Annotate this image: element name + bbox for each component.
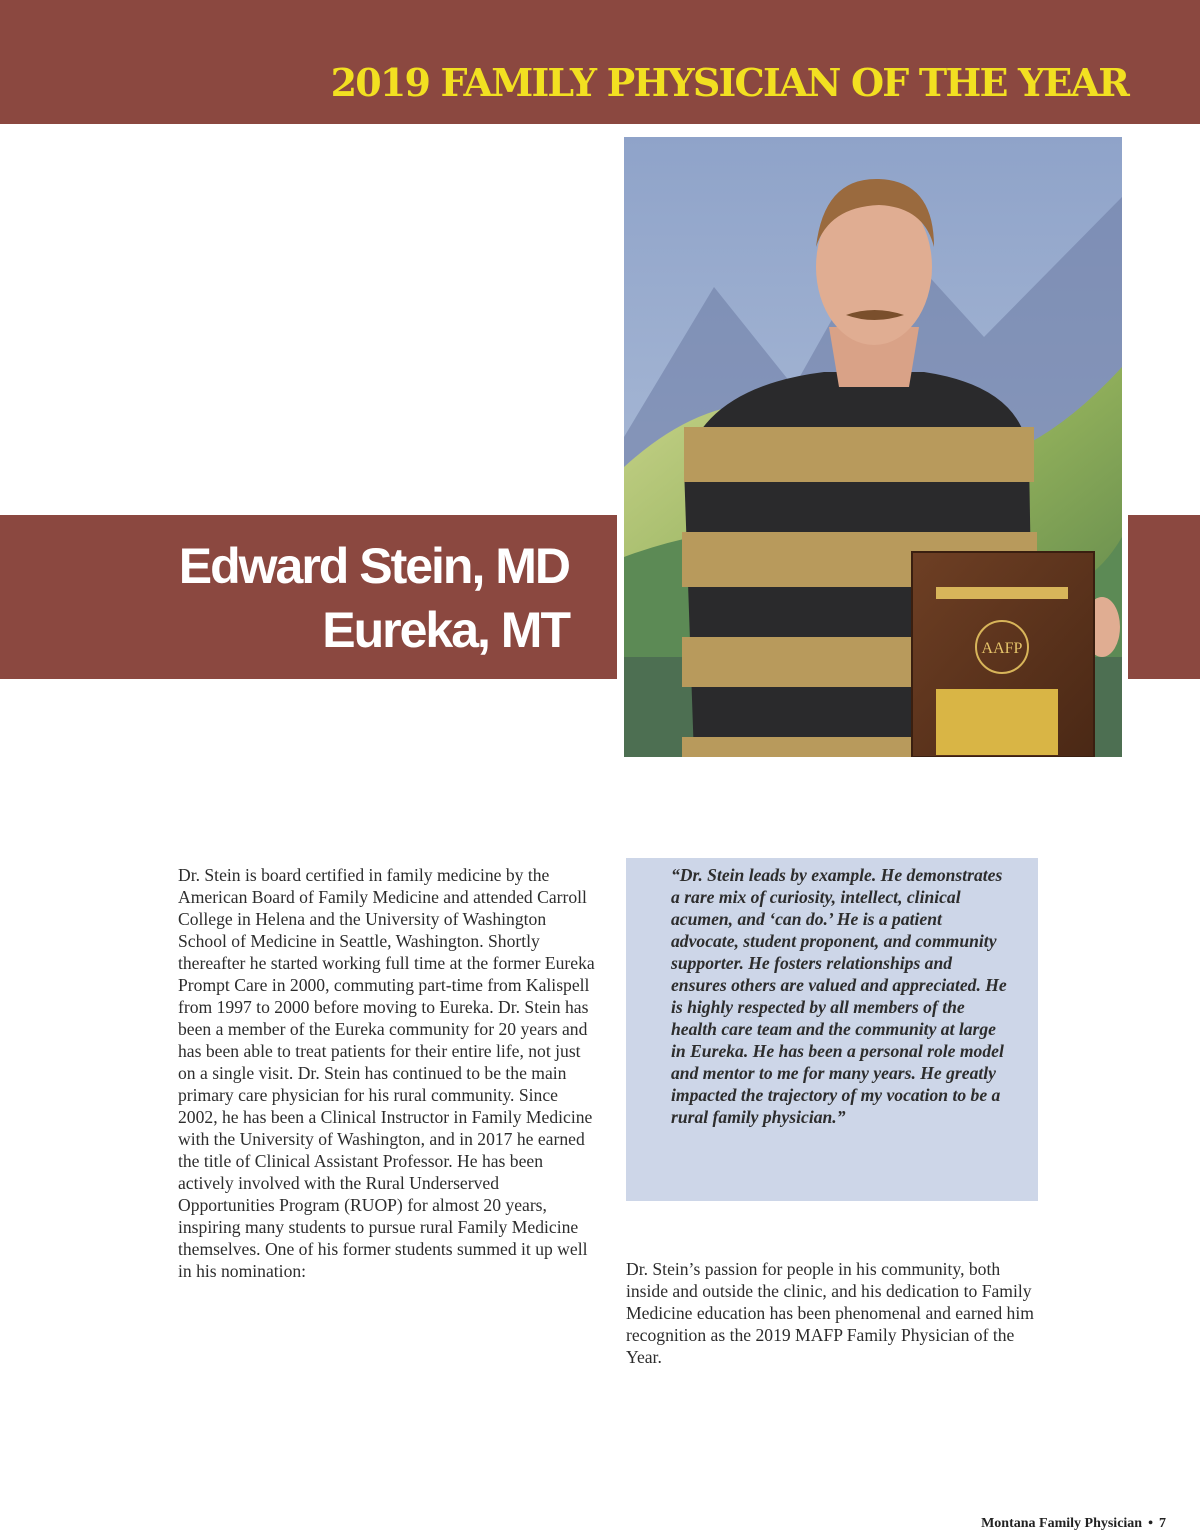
accent-band (1128, 515, 1200, 679)
page-number: 7 (1159, 1516, 1166, 1531)
honoree-location: Eureka, MT (322, 602, 569, 658)
page-footer (981, 1516, 1166, 1532)
body-paragraph: Dr. Stein is board certified in family medicine by the American Board of Family Medicine and attended Carroll College in Helena and the University of Washington School of Medicine in Seattle, Washington. Shortly thereafter he started working full time at the former Eureka Prompt Care in 2000, commuting part-time from Kalispell from 1997 to 2000 before moving to Eureka. Dr. Stein has been a member of the Eureka community for 20 years and has been able to treat patients for their entire life, not just on a single visit. Dr. Stein has continued to be the main primary care physician for his rural community. Since 2002, he has been a Clinical Instructor in Family Medicine with the University of Washington, and in 2017 he earned the title of Clinical Assistant Professor. He has been actively involved with the Rural Underserved Opportunities Program (RUOP) for almost 20 years, inspiring many students to pursue rural Family Medicine themselves. One of his former students summed it up well in his nomination: (178, 865, 595, 1281)
publication-name: Montana Family Physician (981, 1516, 1143, 1531)
page-title: 2019 FAMILY PHYSICIAN OF THE YEAR (330, 60, 1128, 105)
photo-illustration (624, 137, 1122, 757)
honoree-band (0, 515, 617, 679)
quote-text: “Dr. Stein leads by example. He demonstrates a rare mix of curiosity, intellect, clinical acumen, and ‘can do.’ He is a patient advocate, student proponent, and community supporter. He fosters relationships and ensures others are valued and appreciated. He is highly respected by all members of the health care team and the community at large in Eureka. He has been a personal role model and mentor to me for many years. He greatly impacted the trajectory of my vocation to be a rural family physician.” (671, 865, 1007, 1127)
pull-quote (626, 858, 1038, 1201)
honoree-photo (624, 137, 1122, 757)
closing-paragraph: Dr. Stein’s passion for people in his community, both inside and outside the clinic, and his dedication to Family Medicine education has been phenomenal and earned him recognition as the 2019 MAFP Family Physician of the Year. (626, 1259, 1034, 1367)
header-banner (0, 0, 1200, 124)
honoree-name: Edward Stein, MD (178, 538, 569, 594)
plaque-logo: AAFP (981, 640, 1023, 657)
article-body-left (178, 864, 598, 1282)
article-body-right (626, 1258, 1046, 1368)
footer-separator: • (1148, 1516, 1153, 1531)
